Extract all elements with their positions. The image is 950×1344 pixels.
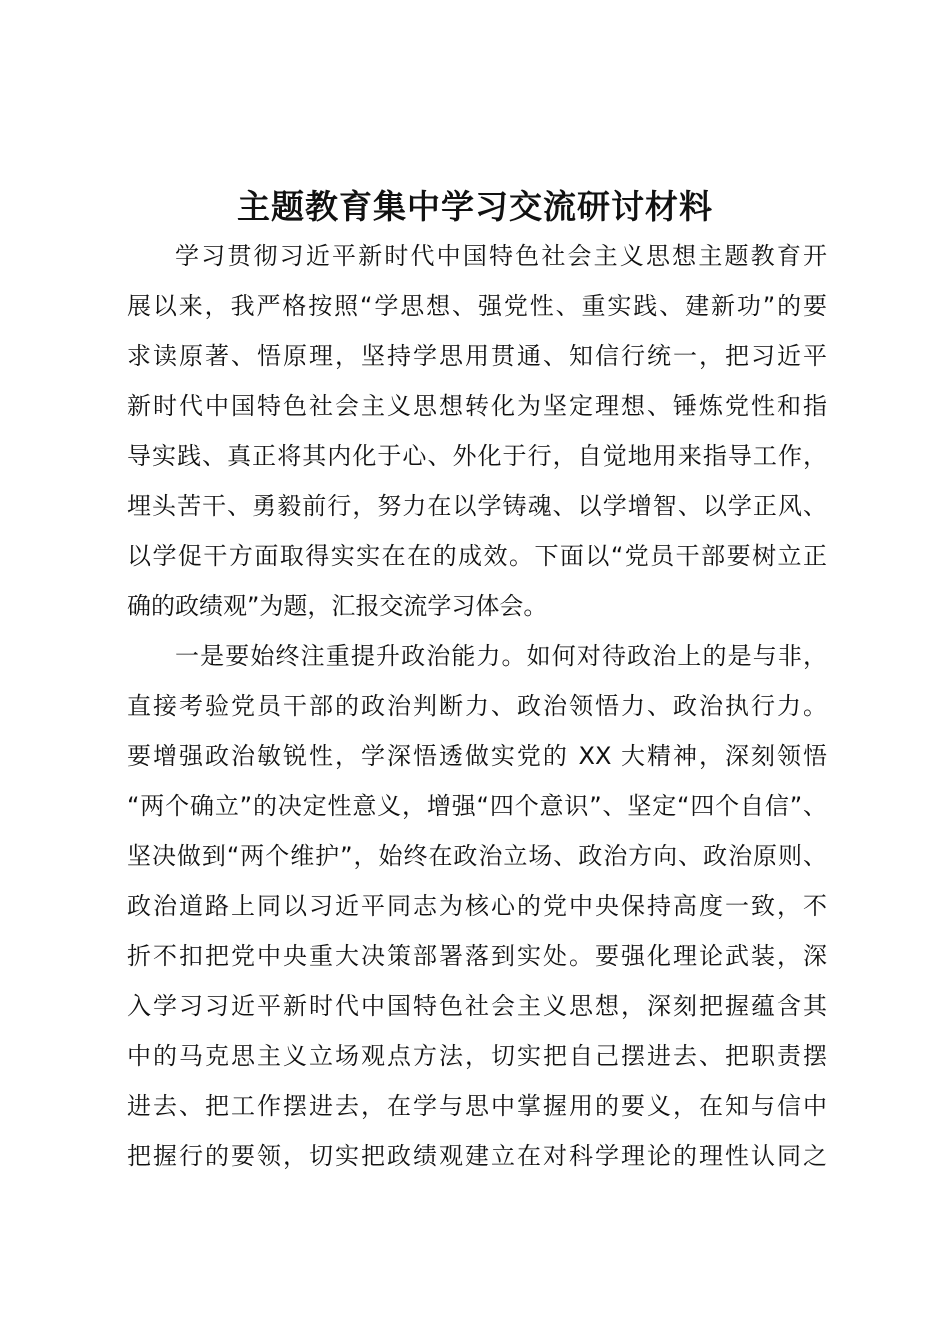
paragraph-line: 直接考验党员干部的政治判断力、政治领悟力、政治执行力。 (127, 692, 827, 720)
paragraph-line: 确的政绩观”为题，汇报交流学习体会。 (127, 592, 548, 620)
paragraph-line: 一是要始终注重提升政治能力。如何对待政治上的是与非， (175, 642, 827, 670)
paragraph-line: 求读原著、悟原理，坚持学思用贯通、知信行统一，把习近平 (127, 342, 827, 370)
paragraph-line: “两个确立”的决定性意义，增强“四个意识”、坚定“四个自信”、 (127, 792, 827, 820)
paragraph-line: 把握行的要领，切实把政绩观建立在对科学理论的理性认同之 (127, 1142, 827, 1170)
paragraph-1 (127, 231, 827, 631)
paragraph-line: 政治道路上同以习近平同志为核心的党中央保持高度一致，不 (127, 892, 827, 920)
paragraph-line: 新时代中国特色社会主义思想转化为坚定理想、锤炼党性和指 (127, 392, 827, 420)
document-title: 主题教育集中学习交流研讨材料 (237, 187, 713, 226)
paragraph-line: 折不扣把党中央重大决策部署落到实处。要强化理论武装，深 (127, 942, 827, 970)
paragraph-line: 学习贯彻习近平新时代中国特色社会主义思想主题教育开 (175, 242, 827, 270)
document-body (127, 231, 827, 1181)
paragraph-line: 入学习习近平新时代中国特色社会主义思想，深刻把握蕴含其 (127, 992, 827, 1020)
paragraph-2 (127, 631, 827, 1181)
paragraph-line: 展以来，我严格按照“学思想、强党性、重实践、建新功”的要 (127, 292, 827, 320)
paragraph-line: 埋头苦干、勇毅前行，努力在以学铸魂、以学增智、以学正风、 (127, 492, 827, 520)
paragraph-line: 进去、把工作摆进去，在学与思中掌握用的要义，在知与信中 (127, 1092, 827, 1120)
paragraph-line: 中的马克思主义立场观点方法，切实把自己摆进去、把职责摆 (127, 1042, 827, 1070)
paragraph-line: 坚决做到“两个维护”，始终在政治立场、政治方向、政治原则、 (127, 842, 827, 870)
paragraph-line: 要增强政治敏锐性，学深悟透做实党的 XX 大精神，深刻领悟 (127, 742, 827, 770)
paragraph-line: 导实践、真正将其内化于心、外化于行，自觉地用来指导工作， (127, 442, 827, 470)
paragraph-line: 以学促干方面取得实实在在的成效。下面以“党员干部要树立正 (127, 542, 827, 570)
